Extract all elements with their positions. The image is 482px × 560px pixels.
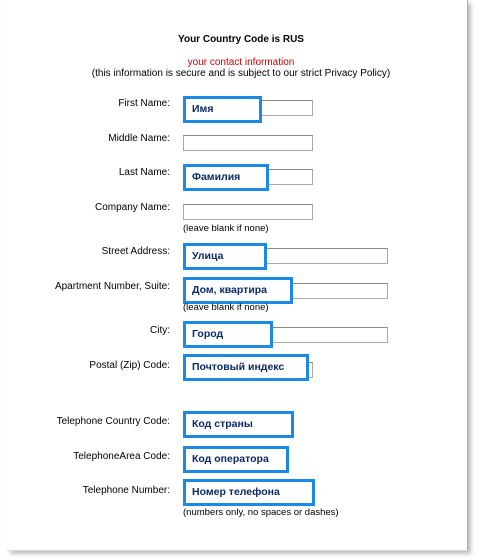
company-name-label: Company Name:	[94, 202, 170, 213]
postal-code-annotation: Почтовый индекс	[183, 354, 309, 381]
street-address-label: Street Address:	[101, 246, 170, 257]
city-label: City:	[150, 325, 170, 336]
last-name-label: Last Name:	[118, 167, 170, 178]
city-annotation: Город	[183, 321, 273, 348]
last-name-annotation: Фамилия	[183, 164, 269, 191]
phone-number-hint: (numbers only, no spaces or dashes)	[183, 507, 339, 518]
first-name-annotation: Имя	[183, 96, 262, 123]
privacy-note: (this information is secure and is subject to our strict Privacy Policy)	[91, 68, 391, 79]
apartment-label: Apartment Number, Suite:	[54, 281, 170, 292]
apartment-hint: (leave blank if none)	[183, 302, 269, 313]
company-name-input[interactable]	[183, 204, 313, 220]
phone-area-code-annotation: Код оператора	[183, 446, 289, 473]
phone-number-annotation: Номер телефона	[183, 479, 315, 506]
country-code-text: Your Country Code is RUS	[178, 34, 304, 45]
company-name-hint: (leave blank if none)	[183, 223, 269, 234]
first-name-label: First Name:	[118, 98, 170, 109]
middle-name-label: Middle Name:	[108, 133, 170, 144]
contact-info-title: your contact information	[187, 57, 295, 68]
postal-code-label: Postal (Zip) Code:	[89, 360, 170, 371]
apartment-annotation: Дом, квартира	[183, 277, 293, 304]
phone-country-code-annotation: Код страны	[183, 411, 294, 438]
phone-area-code-label: TelephoneArea Code:	[73, 451, 170, 462]
street-address-annotation: Улица	[183, 243, 267, 270]
phone-country-code-label: Telephone Country Code:	[56, 416, 170, 427]
phone-number-label: Telephone Number:	[82, 485, 170, 496]
middle-name-input[interactable]	[183, 135, 313, 151]
